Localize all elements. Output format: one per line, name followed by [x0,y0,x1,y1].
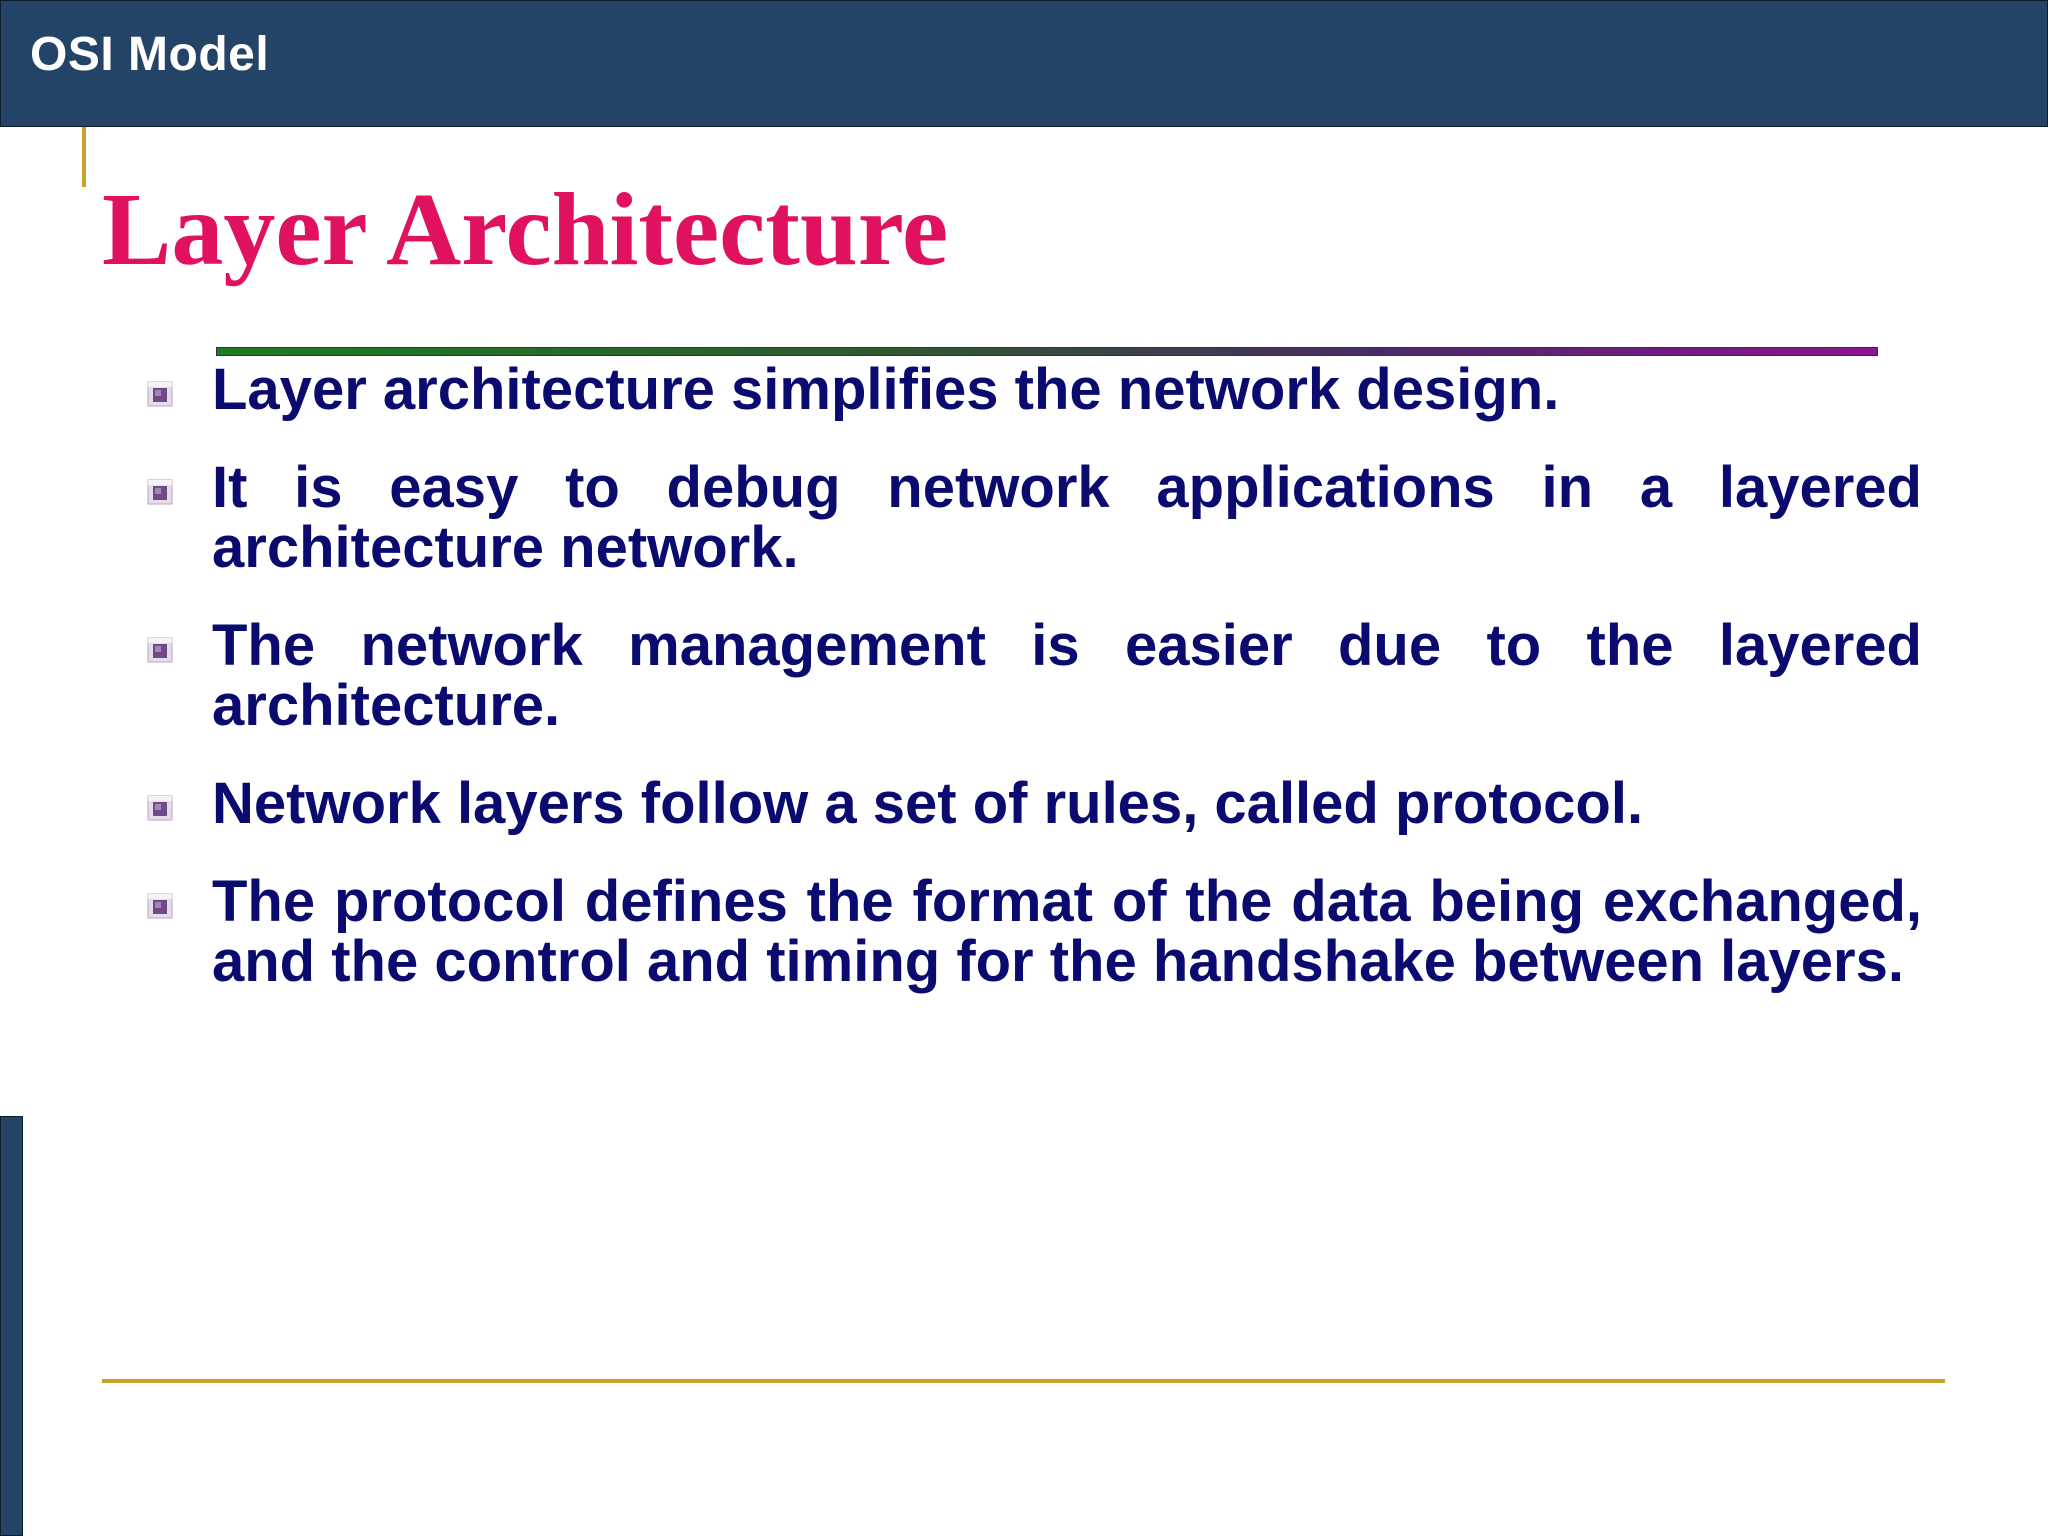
bullet-item [140,357,1922,422]
bullet-item [140,455,1922,580]
bullet-text: The network management is easier due to the layered architecture. [212,613,1922,738]
square-bullet-icon [146,794,174,822]
header-bar [0,0,2048,127]
bullet-list [140,357,1922,1030]
footer-divider [102,1379,1945,1383]
bullet-text: Network layers follow a set of rules, called protocol. [212,771,1644,836]
bullet-text: The protocol defines the format of the data being exchanged, and the control and timing for the handshake between layers. [212,869,1922,994]
bullet-item [140,771,1922,836]
bullet-text: Layer architecture simplifies the network design. [212,357,1560,422]
accent-tick [82,127,86,187]
square-bullet-icon [146,478,174,506]
bullet-item [140,869,1922,994]
square-bullet-icon [146,892,174,920]
title-divider [216,347,1878,356]
square-bullet-icon [146,380,174,408]
header-title: OSI Model [30,28,270,81]
square-bullet-icon [146,636,174,664]
slide-title: Layer Architecture [102,172,949,287]
bullet-text: It is easy to debug network applications in a layered architecture network. [212,455,1922,580]
left-accent-bar [0,1116,23,1536]
bullet-item [140,613,1922,738]
